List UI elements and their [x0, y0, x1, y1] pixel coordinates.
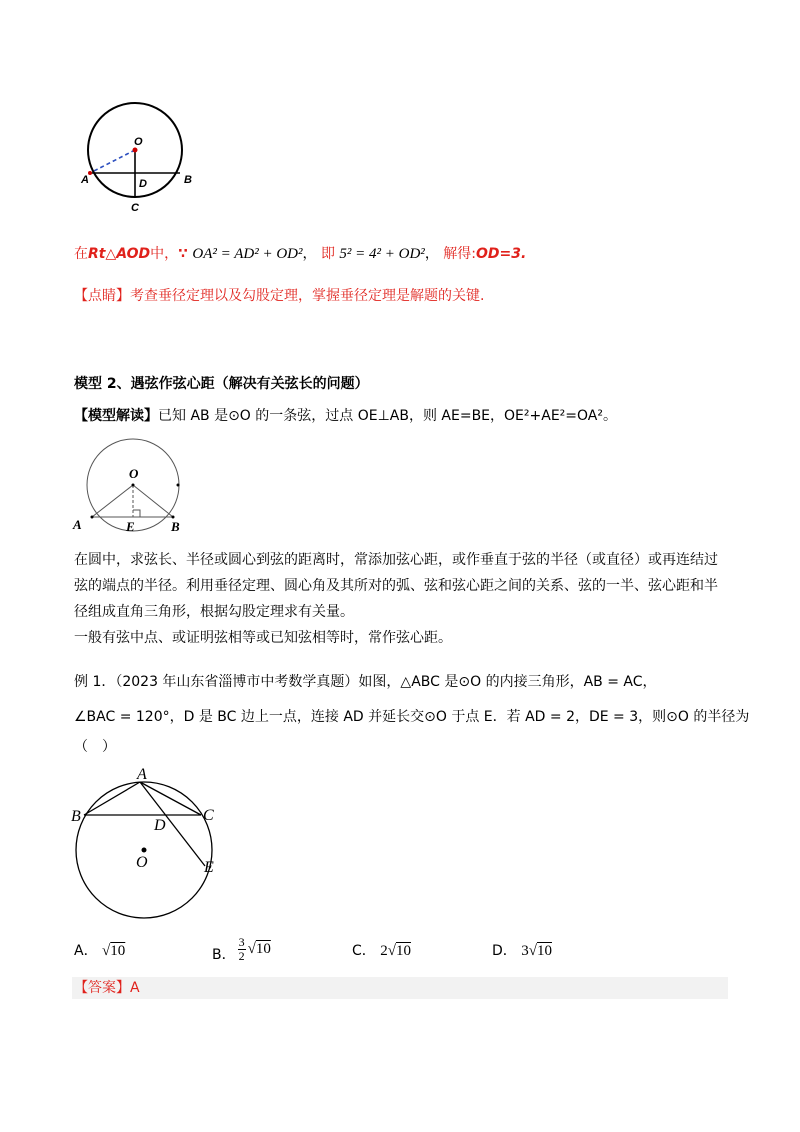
solution-line [74, 244, 526, 264]
label-b: B [184, 174, 192, 186]
answer-tag: 【答案】 [74, 980, 130, 996]
radical-b: √10 [247, 940, 271, 957]
solution-prefix: 在 [74, 246, 88, 262]
line-ae [140, 782, 205, 866]
comment-text: 考查垂径定理以及勾股定理，掌握垂径定理是解题的关键. [130, 288, 485, 304]
example-line-3: （ ） [74, 739, 116, 755]
option-a[interactable]: A． √10 [74, 943, 126, 959]
comma-1: ， [302, 246, 317, 262]
label-o3: O [136, 854, 148, 871]
model2-explain [74, 406, 617, 426]
label-d3: D [154, 817, 166, 834]
label-e2: E [126, 519, 135, 534]
explain-text: 已知 AB 是⊙O 的一条弦，过点 OE⊥AB，则 AE=BE，OE²+AE²=OA²。 [158, 408, 617, 424]
label-a3: A [137, 766, 147, 783]
label-c: C [131, 202, 139, 214]
label-o2: O [129, 466, 139, 481]
option-c[interactable]: C． 2√10 [352, 943, 411, 959]
paragraph-2: 一般有弦中点、或证明弦相等或已知弦相等时，常作弦心距。 [74, 630, 452, 646]
option-d[interactable]: D． 3√10 [492, 943, 552, 959]
point-o [133, 148, 138, 153]
explain-tag: 【模型解读】 [74, 408, 158, 424]
figure-inscribed-triangle [68, 762, 228, 922]
radical-d: 3√10 [521, 943, 552, 959]
equation-1: OA² = AD² + OD² [192, 246, 303, 262]
comment-tag: 【点睛】 [74, 288, 130, 304]
example-line-2: ∠BAC = 120°，D 是 BC 边上一点，连接 AD 并延长交⊙O 于点 E．若 AD = 2，DE = 3，则⊙O 的半径为 [74, 709, 750, 725]
label-d: D [139, 178, 147, 190]
paragraph-1: 在圆中，求弦长、半径或圆心到弦的距离时，常添加弦心距，或作垂直于弦的半径（或直径）或再连结过弦的端点的半径。利用垂径定理、圆心角及其所对的弧、弦和弦心距之间的关系、弦的一半、弦心距和半径组成直角三角形，根据勾股定理求有关量。 [74, 552, 718, 620]
label-e3: E [204, 859, 214, 876]
figure-circle-aod [80, 95, 200, 215]
ji-text: 即 [320, 246, 335, 262]
result-text: OD=3. [475, 246, 527, 262]
comma-2: ， [424, 246, 439, 262]
label-a: A [81, 174, 89, 186]
triangle-label: Rt△AOD [88, 246, 151, 262]
radius-ob [133, 485, 173, 517]
figure-chord-distance [70, 435, 200, 535]
label-b2: B [171, 519, 180, 534]
fraction-b: 3 2 [238, 934, 245, 963]
answer-line [74, 978, 140, 998]
radical-a: √10 [102, 943, 126, 959]
answer-value: A [130, 980, 140, 996]
label-b3: B [71, 808, 81, 825]
solution-mid: 中， [150, 246, 179, 262]
example-line-1: 例 1．（2023 年山东省淄博市中考数学真题）如图，△ABC 是⊙O 的内接三角形，AB = AC， [74, 674, 657, 690]
label-c3: C [203, 807, 214, 824]
model2-title: 模型 2、遇弦作弦心距（解决有关弦长的问题） [74, 376, 369, 392]
comment-line [74, 286, 484, 306]
side-ab [84, 782, 140, 815]
label-a2: A [73, 517, 82, 532]
dashed-oa [90, 150, 135, 173]
center-o3 [142, 848, 147, 853]
answer-bar [72, 977, 728, 999]
radius-oa [92, 485, 133, 517]
equation-2: 5² = 4² + OD² [339, 246, 425, 262]
right-angle-mark [133, 510, 140, 517]
label-o: O [134, 136, 143, 148]
option-b[interactable]: B． 3 2 √10 [212, 934, 271, 963]
solve-text: 解得: [443, 246, 476, 262]
because-symbol: ∵ [178, 246, 188, 262]
radical-c: 2√10 [380, 943, 411, 959]
